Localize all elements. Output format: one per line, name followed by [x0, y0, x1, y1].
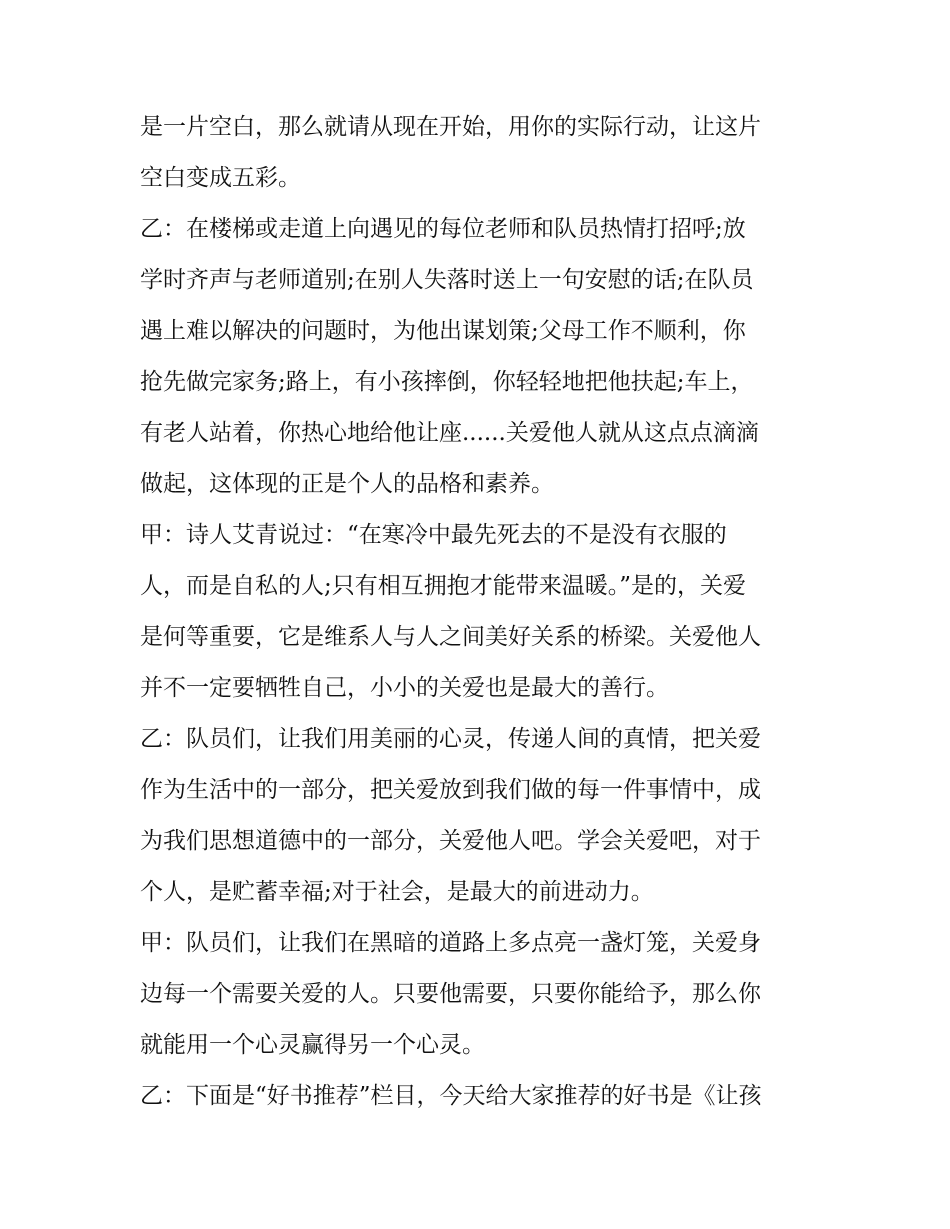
text-line: 并不一定要牺牲自己，小小的关爱也是最大的善行。 — [140, 675, 669, 701]
text-line: 甲：队员们，让我们在黑暗的道路上多点亮一盏灯笼，关爱身 — [140, 930, 761, 956]
text-line: 就能用一个心灵赢得另一个心灵。 — [140, 1032, 485, 1058]
text-line: 抢先做完家务;路上，有小孩摔倒，你轻轻地把他扶起;车上， — [140, 369, 754, 395]
text-line: 乙：队员们，让我们用美丽的心灵，传递人间的真情，把关爱 — [140, 726, 761, 752]
text-line: 甲：诗人艾青说过：“在寒冷中最先死去的不是没有衣服的 — [140, 522, 727, 548]
text-line: 有老人站着，你热心地给他让座......关爱他人就从这点点滴滴 — [140, 420, 759, 446]
text-line: 个人，是贮蓄幸福;对于社会，是最大的前进动力。 — [140, 879, 654, 905]
text-line: 做起，这体现的正是个人的品格和素养。 — [140, 471, 554, 497]
document-body — [140, 102, 815, 1122]
text-line: 为我们思想道德中的一部分，关爱他人吧。学会关爱吧，对于 — [140, 828, 761, 854]
text-line: 乙：下面是“好书推荐”栏目，今天给大家推荐的好书是《让孩 — [140, 1083, 762, 1109]
text-line: 是一片空白，那么就请从现在开始，用你的实际行动，让这片 — [140, 114, 761, 140]
text-line: 学时齐声与老师道别;在别人失落时送上一句安慰的话;在队员 — [140, 267, 754, 293]
text-line: 空白变成五彩。 — [140, 165, 301, 191]
text-line: 人，而是自私的人;只有相互拥抱才能带来温暖。”是的，关爱 — [140, 573, 747, 599]
text-line: 边每一个需要关爱的人。只要他需要，只要你能给予，那么你 — [140, 981, 761, 1007]
text-line: 遇上难以解决的问题时，为他出谋划策;父母工作不顺利，你 — [140, 318, 746, 344]
text-line: 乙：在楼梯或走道上向遇见的每位老师和队员热情打招呼;放 — [140, 216, 746, 242]
text-line: 是何等重要，它是维系人与人之间美好关系的桥梁。关爱他人 — [140, 624, 761, 650]
text-line: 作为生活中的一部分，把关爱放到我们做的每一件事情中，成 — [140, 777, 761, 803]
